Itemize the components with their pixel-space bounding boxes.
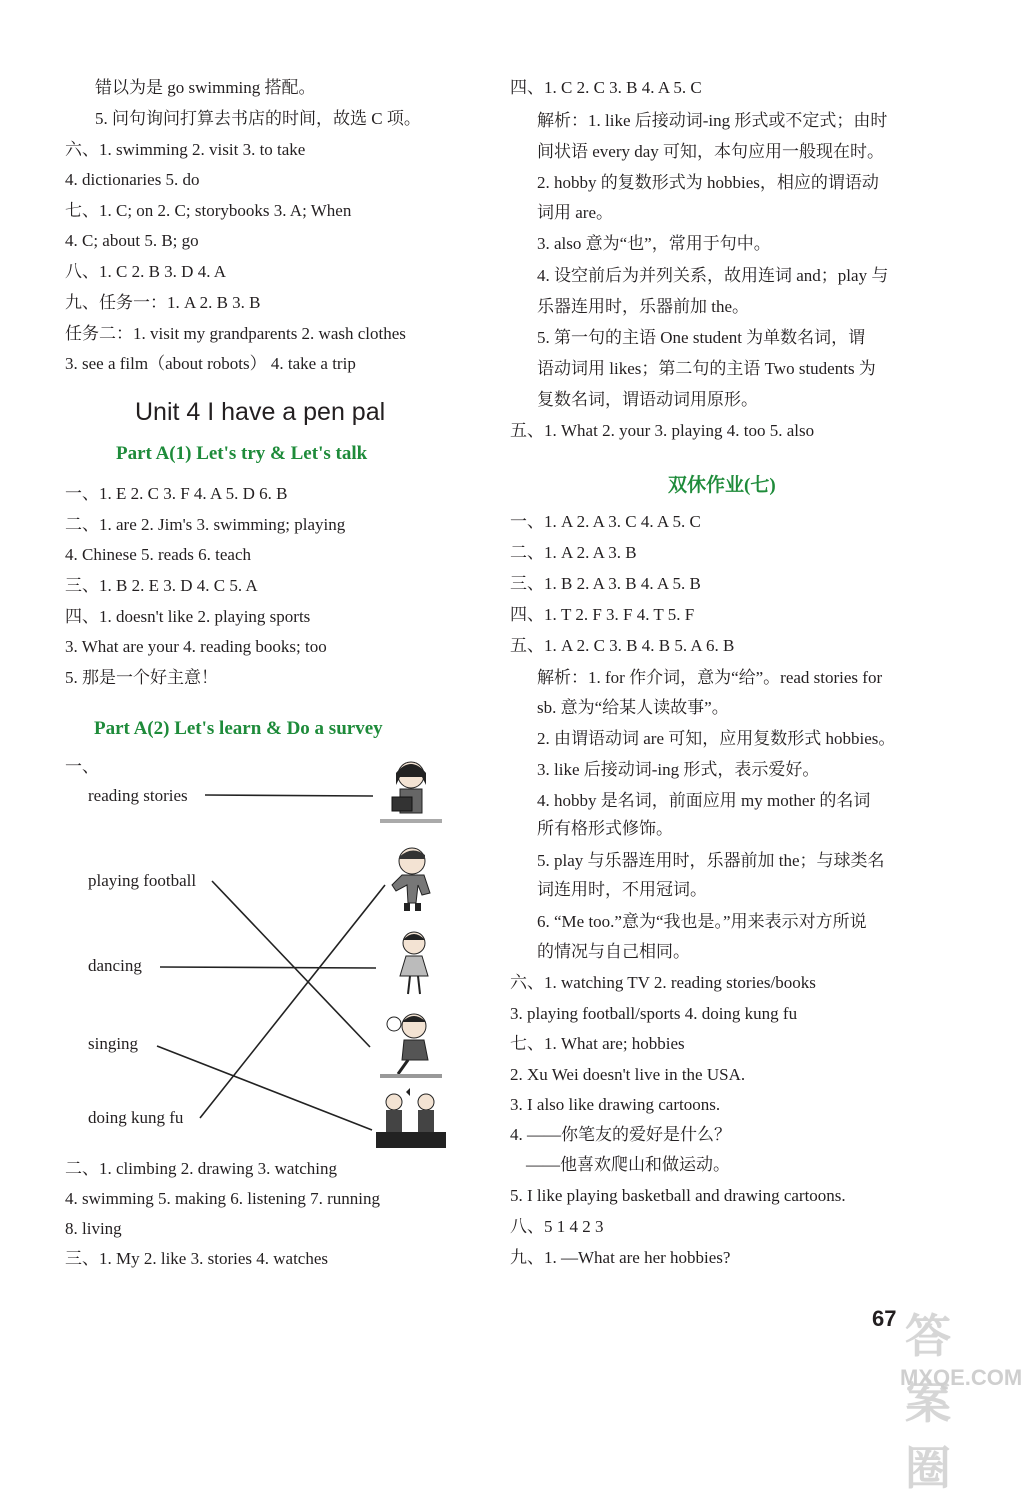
- match-line: [200, 885, 385, 1118]
- boy-kung-fu-icon: [382, 843, 444, 911]
- answer-line: 4. C; about 5. B; go: [65, 231, 199, 250]
- explanation-line: 复数名词，谓语动词用原形。: [537, 390, 758, 409]
- part-title: Part A(1) Let's try & Let's talk: [116, 443, 368, 464]
- answer-line: 三、1. B 2. E 3. D 4. C 5. A: [65, 576, 258, 595]
- matching-item: playing football: [88, 871, 197, 890]
- matching-item: reading stories: [88, 786, 188, 805]
- answer-line: 3. What are your 4. reading books; too: [65, 637, 327, 656]
- explanation-line: 的情况与自己相同。: [537, 942, 690, 961]
- girl-reading-icon: [380, 755, 442, 823]
- answer-line: 四、1. C 2. C 3. B 4. A 5. C: [510, 78, 702, 97]
- kids-singing-icon: [376, 1086, 446, 1154]
- answer-line: 五、1. A 2. C 3. B 4. B 5. A 6. B: [510, 636, 735, 655]
- explanation-line: 4. 设空前后为并列关系，故用连词 and；play 与: [537, 266, 889, 285]
- match-line: [212, 881, 370, 1047]
- part-title: Part A(2) Let's learn & Do a survey: [94, 718, 383, 739]
- answer-line: 3. I also like drawing cartoons.: [510, 1095, 721, 1114]
- matching-item: dancing: [88, 956, 142, 975]
- answer-line: 二、1. A 2. A 3. B: [510, 543, 637, 562]
- explanation-line: 2. 由谓语动词 are 可知，应用复数形式 hobbies。: [537, 729, 896, 748]
- answer-line: 八、1. C 2. B 3. D 4. A: [65, 262, 227, 281]
- girl-dancing-icon: [386, 928, 448, 996]
- answer-line: 二、1. climbing 2. drawing 3. watching: [65, 1159, 337, 1178]
- answer-line: 七、1. What are; hobbies: [510, 1034, 685, 1053]
- unit-title: Unit 4 I have a pen pal: [135, 398, 386, 426]
- explanation-line: 5. 第一句的主语 One student 为单数名词，谓: [537, 328, 866, 347]
- answer-line: 错以为是 go swimming 搭配。: [95, 78, 316, 97]
- answer-line: 8. living: [65, 1219, 122, 1238]
- matching-heading: 一、: [65, 757, 99, 776]
- answer-line: 三、1. B 2. A 3. B 4. A 5. B: [510, 574, 701, 593]
- answer-line: 4. dictionaries 5. do: [65, 170, 200, 189]
- explanation-line: 所有格形式修饰。: [537, 819, 673, 838]
- answer-line: 五、1. What 2. your 3. playing 4. too 5. also: [510, 421, 815, 440]
- answer-line: 5. 那是一个好主意！: [65, 668, 218, 687]
- answer-line: 4. Chinese 5. reads 6. teach: [65, 545, 251, 564]
- explanation-line: 6. “Me too.”意为“我也是。”用来表示对方所说: [537, 912, 867, 931]
- answer-line: 2. Xu Wei doesn't live in the USA.: [510, 1065, 746, 1084]
- explanation-line: 乐器连用时，乐器前加 the。: [537, 297, 750, 316]
- answer-line: 3. playing football/sports 4. doing kung fu: [510, 1004, 798, 1023]
- answer-line: 三、1. My 2. like 3. stories 4. watches: [65, 1249, 328, 1268]
- explanation-line: 词用 are。: [537, 203, 614, 222]
- match-line: [205, 795, 373, 796]
- page-number: 67: [872, 1306, 897, 1331]
- match-line: [157, 1046, 372, 1130]
- answer-line: 5. I like playing basketball and drawing cartoons.: [510, 1186, 846, 1205]
- answer-line: 七、1. C; on 2. C; storybooks 3. A; When: [65, 201, 352, 220]
- section-title: 双休作业(七): [668, 475, 776, 496]
- answer-line: 4. ——你笔友的爱好是什么？: [510, 1125, 731, 1144]
- watermark-url: MXQE.COM: [900, 1365, 1022, 1390]
- explanation-line: sb. 意为“给某人读故事”。: [537, 698, 729, 717]
- explanation-line: 4. hobby 是名词，前面应用 my mother 的名词: [537, 791, 871, 810]
- answer-line: 六、1. swimming 2. visit 3. to take: [65, 140, 306, 159]
- explanation-line: 3. also 意为“也”，常用于句中。: [537, 234, 771, 253]
- explanation-line: 词连用时，不用冠词。: [537, 880, 707, 899]
- matching-item: doing kung fu: [88, 1108, 184, 1127]
- answer-line: 六、1. watching TV 2. reading stories/books: [510, 973, 816, 992]
- answer-line: 二、1. are 2. Jim's 3. swimming; playing: [65, 515, 346, 534]
- answer-line: 3. see a film（about robots） 4. take a trip: [65, 354, 356, 373]
- answer-line: 一、1. A 2. A 3. C 4. A 5. C: [510, 512, 701, 531]
- boy-football-icon: [380, 1010, 442, 1078]
- explanation-line: 2. hobby 的复数形式为 hobbies，相应的谓语动: [537, 173, 879, 192]
- answer-line: 5. 问句询问打算去书店的时间，故选 C 项。: [95, 109, 421, 128]
- explanation-line: 5. play 与乐器连用时，乐器前加 the；与球类名: [537, 851, 885, 870]
- watermark: 答案圈: [905, 1310, 953, 1494]
- answer-line: 九、1. —What are her hobbies?: [510, 1248, 731, 1267]
- answer-line: 一、1. E 2. C 3. F 4. A 5. D 6. B: [65, 484, 288, 503]
- answer-line: ——他喜欢爬山和做运动。: [526, 1155, 730, 1174]
- answer-line: 九、任务一：1. A 2. B 3. B: [65, 293, 261, 312]
- explanation-line: 3. like 后接动词-ing 形式，表示爱好。: [537, 760, 820, 779]
- answer-line: 四、1. T 2. F 3. F 4. T 5. F: [510, 605, 695, 624]
- explanation-line: 解析：1. for 作介词，意为“给”。read stories for: [537, 668, 883, 687]
- matching-item: singing: [88, 1034, 139, 1053]
- answer-line: 4. swimming 5. making 6. listening 7. running: [65, 1189, 380, 1208]
- explanation-line: 间状语 every day 可知，本句应用一般现在时。: [537, 142, 885, 161]
- explanation-line: 语动词用 likes；第二句的主语 Two students 为: [537, 359, 876, 378]
- answer-line: 八、5 1 4 2 3: [510, 1217, 604, 1236]
- answer-line: 四、1. doesn't like 2. playing sports: [65, 607, 311, 626]
- match-line: [160, 967, 376, 968]
- answer-line: 任务二：1. visit my grandparents 2. wash clothes: [65, 324, 406, 343]
- explanation-line: 解析：1. like 后接动词-ing 形式或不定式；由时: [537, 111, 888, 130]
